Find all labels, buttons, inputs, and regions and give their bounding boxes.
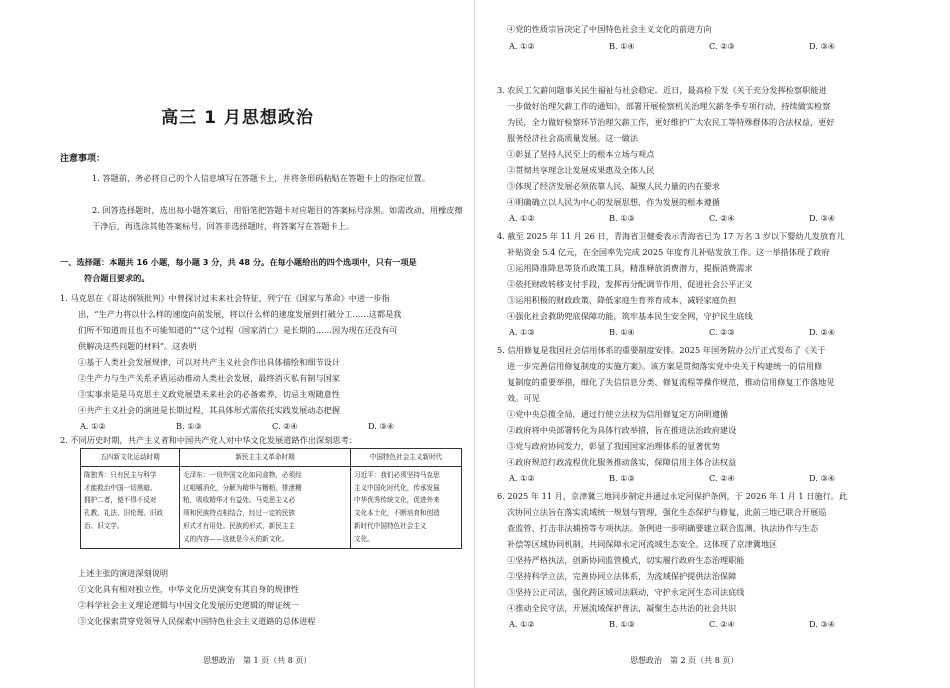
q6-line: 查监管、打击非法捕捞等专项执法。条例进一步明确要建立联合监测、执法协作与生态 <box>507 523 819 533</box>
q5-option-statement: ②政府将中央部署转化为具体行政举措，旨在推进法治政府建设 <box>507 425 737 435</box>
q5-option-a[interactable]: A. ①② <box>509 473 535 483</box>
page-footer-right: 思想政治 第 2 页（共 8 页） <box>630 656 739 665</box>
q1-option-statement: ③实事求是是马克思主义政党展望未来社会的必备素养，切忌主观随意性 <box>78 389 341 399</box>
q4-option-c[interactable]: C. ②③ <box>709 327 735 337</box>
q3-line: 为民，全力做好检察环节治理欠薪工作，更好维护广大农民工等特殊群体的合法权益，更好 <box>507 117 835 127</box>
q1-line: 供解决这些问题的材料”。这表明 <box>78 341 197 351</box>
q3-option-statement: ②贯彻共享理念让发展成果惠及全体人民 <box>507 165 655 175</box>
q1-line: 们所不知道而且也不可能知道的”“这个过程（国家消亡）是长期的……因为现在还没有可 <box>78 325 398 335</box>
cell-line: 须和民族特点相结合，经过一定的民族 <box>183 509 296 518</box>
q4-answer-options <box>509 324 835 340</box>
cell-line: 文化本土化，不断培育和创造 <box>354 509 440 518</box>
q6-option-statement: ④推动全民守法，开展流域保护普法，凝聚生态共治的社会共识 <box>507 603 737 613</box>
notice-item-1: 1. 答题前，务必将自己的个人信息填写在答题卡上，并将条形码粘贴在答题卡上的指定位置。 <box>92 173 430 183</box>
cell-line: 中华优秀传统文化，促进外来 <box>354 496 440 505</box>
q5-option-statement: ③党与政府协同发力，彰显了我国国家治理体系的显著优势 <box>507 441 720 451</box>
q2-table-header: 五四新文化运动时期 <box>81 449 180 467</box>
q2-option-a[interactable]: A. ①② <box>509 41 535 51</box>
q5-line: 复制度的重要举措，细化了失信信息分类、修复流程等操作规范，推动信用修复工作落地见 <box>507 377 835 387</box>
q5-option-statement: ①党中央总揽全局，通过行使立法权为信用修复定方向明遵循 <box>507 409 729 419</box>
q5-option-c[interactable]: C. ②④ <box>709 473 735 483</box>
q5-line: 效。可见 <box>507 393 540 403</box>
q2-table <box>80 448 462 549</box>
q2-table-cell-mao-zedong <box>180 466 351 548</box>
cell-line: 形式才有用处。民族的形式，新民主主 <box>183 521 296 530</box>
cell-line: 治、旧文学。 <box>84 521 124 530</box>
q4-option-statement: ④强化社会救助兜底保障功能，筑牢基本民生安全网，守护民生底线 <box>507 311 753 321</box>
q6-line: 次协同立法旨在落实流域统一规划与管理，强化生态保护与修复，此前三地已联合开展巡 <box>507 507 827 517</box>
q1-option-statement: ①基于人类社会发展规律，可以对共产主义社会作出具体描绘和细节设计 <box>78 357 341 367</box>
q2-line: 上述主张的演进深刻说明 <box>78 568 169 578</box>
q4-option-b[interactable]: B. ①④ <box>609 327 635 337</box>
q3-option-c[interactable]: C. ②④ <box>709 213 735 223</box>
q5-line: 5. 信用修复是我国社会信用体系的重要制度安排。2025 年国务院办公厅正式发布了《关于 <box>497 345 826 355</box>
q6-line: 补偿等区域协同机制，共同保障永定河流域生态安全。这体现了京津冀地区 <box>507 539 778 549</box>
q5-option-statement: ④政府规范行政流程优化服务推动落实，保障信用主体合法权益 <box>507 457 737 467</box>
q4-option-d[interactable]: D. ②④ <box>809 327 836 337</box>
q3-option-b[interactable]: B. ①③ <box>609 213 635 223</box>
q6-option-a[interactable]: A. ①② <box>509 619 535 629</box>
q2-table-header: 中国特色社会主义新时代 <box>351 449 462 467</box>
q4-option-a[interactable]: A. ①③ <box>509 327 535 337</box>
q4-line: 补贴资金 5.4 亿元，在全国率先完成 2025 年度育儿补贴发放工作。这一举措体现了政府 <box>507 247 830 257</box>
cell-line: 陈独秀：只有民主与科学 <box>84 470 157 479</box>
q6-option-c[interactable]: C. ②④ <box>709 619 735 629</box>
q3-option-statement: ④明确确立以人民为中心的发展思想，作为发展的根本遵循 <box>507 197 720 207</box>
q3-line: 一步做好治理欠薪工作的通知》，部署开展检察机关治理欠薪冬季专项行动，持续做实检察 <box>507 101 831 111</box>
notice-item-2: 2. 回答选择题时，选出每小题答案后，用铅笔把答题卡对应题目的答案标号涂黑。如需改动，用橡皮擦干净后，再选涂其他答案标号。回答非选择题时，将答案写在答题卡上。 <box>92 205 463 231</box>
q3-answer-options <box>509 210 835 226</box>
q6-option-statement: ①坚持严格执法，创新协同监管模式，切实履行政府生态治理职能 <box>507 555 745 565</box>
q3-line: 服务经济社会高质量发展。这一做法 <box>507 133 639 143</box>
q1-option-statement: ④共产主义社会的演进是长期过程，其具体形式需依托实践发展动态把握 <box>78 405 341 415</box>
section-heading-line-2: 符合题目要求的。 <box>84 273 150 283</box>
q3-option-d[interactable]: D. ③④ <box>809 213 836 223</box>
q6-line: 6. 2025 年 11 月，京津冀三地同步制定并通过永定河保护条例，于 2026 年 1 月 1 日施行。此 <box>497 491 848 501</box>
cell-line: 孔教、礼法、旧伦理、旧政 <box>84 509 164 518</box>
q2-option-statement: ②科学社会主义理论逻辑与中国文化发展历史逻辑的辩证统一 <box>78 600 300 610</box>
q6-option-statement: ②坚持科学立法，完善协同立法体系，为流域保护提供法治保障 <box>507 571 737 581</box>
q6-answer-options <box>509 616 835 632</box>
q4-option-statement: ②依托财政转移支付手段，发挥再分配调节作用，促进社会公平正义 <box>507 279 753 289</box>
cell-line: 粕，吸收精华才有益处。马克思主义必 <box>183 496 296 505</box>
q2-option-statement: ③文化探索贯穿党领导人民探索中国特色社会主义道路的总体进程 <box>78 616 316 626</box>
q2-option-statement: ①文化具有相对独立性，中华文化历史演变有其自身的规律性 <box>78 584 300 594</box>
notice-heading: 注意事项： <box>60 154 106 164</box>
cell-line: 主义中国化时代化，传承发展 <box>354 483 440 492</box>
q4-option-statement: ③运用积极的财政政策，降低家庭生育养育成本，减轻家庭负担 <box>507 295 737 305</box>
cell-line: 文化。 <box>354 534 374 543</box>
q1-line: 出，“生产力将以什么样的速度向前发展，将以什么样的速度发展到打破分工……这都是我 <box>78 309 402 319</box>
q2-table-header: 新民主主义革命时期 <box>180 449 351 467</box>
q2-option-c[interactable]: C. ②③ <box>709 41 735 51</box>
q1-option-a[interactable]: A. ①② <box>80 421 106 431</box>
q6-option-statement: ③坚持公正司法，强化跨区域司法联动，守护永定河生态司法底线 <box>507 587 745 597</box>
q4-line: 4. 截至 2025 年 11 月 26 日，青海省卫健委表示青海省已为 17 万名 3 岁以下婴幼儿发放育儿 <box>497 231 845 241</box>
q1-line: 1. 马克思在《哥达纲领批判》中曾探讨过未来社会特征，列宁在《国家与革命》中进一步指 <box>60 293 390 303</box>
q5-answer-options <box>509 470 835 486</box>
q2-option-statement: ④党的性质宗旨决定了中国特色社会主义文化的前进方向 <box>507 24 712 34</box>
q6-option-d[interactable]: D. ③④ <box>809 619 836 629</box>
section-heading-line-1: 一、选择题：本题共 16 小题，每小题 3 分，共 48 分。在每小题给出的四个选项中，只有一项是 <box>60 257 417 267</box>
right-page <box>475 0 950 688</box>
cell-line: 习近平：我们必须坚持马克思 <box>354 470 440 479</box>
q2-answer-options <box>509 38 835 54</box>
exam-title: 高三 1 月思想政治 <box>161 108 314 128</box>
cell-line: 过咀嚼消化，分解为精华与糟粕，排泄糟 <box>183 483 302 492</box>
q1-option-statement: ②生产力与生产关系矛盾运动推动人类社会发展，最终消灭私有制与国家 <box>78 373 341 383</box>
cell-line: 毛泽东：一切外国文化如同食物，必须经 <box>183 470 302 479</box>
q6-option-b[interactable]: B. ①③ <box>609 619 635 629</box>
q1-option-d[interactable]: D. ③④ <box>368 421 395 431</box>
q4-option-statement: ①运用降准降息等货币政策工具，精准释放消费潜力，提振消费需求 <box>507 263 753 273</box>
q5-line: 进一步完善信用修复制度的实施方案》。该方案是贯彻落实党中央关于构建统一的信用修 <box>507 361 823 371</box>
q3-option-a[interactable]: A. ①② <box>509 213 535 223</box>
q3-option-statement: ③体现了经济发展必须依靠人民，凝聚人民力量的内在要求 <box>507 181 720 191</box>
q5-option-d[interactable]: D. ③④ <box>809 473 836 483</box>
q3-option-statement: ①彰显了坚持人民至上的根本立场与观点 <box>507 149 655 159</box>
q2-table-cell-xi-jinping <box>351 466 462 548</box>
q2-option-b[interactable]: B. ①④ <box>609 41 635 51</box>
q2-stem: 2. 不同历史时期，共产主义者和中国共产党人对中华文化发展道路作出深刻思考： <box>60 435 357 445</box>
q3-line: 3. 农民工欠薪问题事关民生福祉与社会稳定。近日，最高检下发《关于充分发挥检察职能进 <box>497 85 827 95</box>
q1-option-b[interactable]: B. ①③ <box>176 421 202 431</box>
q1-option-c[interactable]: C. ②④ <box>272 421 298 431</box>
q2-table-cell-chen-duxiu <box>81 466 180 548</box>
page-footer-left: 思想政治 第 1 页（共 8 页） <box>203 656 312 665</box>
q5-option-b[interactable]: B. ①③ <box>609 473 635 483</box>
cell-line: 新时代中国特色社会主义 <box>354 521 427 530</box>
cell-line: 义的内容——这就是今天的新文化。 <box>183 534 289 543</box>
cell-line: 才能救治中国一切黑暗。 <box>84 483 157 492</box>
cell-line: 拥护二者，便不得不反对 <box>84 496 157 505</box>
q2-option-d[interactable]: D. ③④ <box>809 41 836 51</box>
